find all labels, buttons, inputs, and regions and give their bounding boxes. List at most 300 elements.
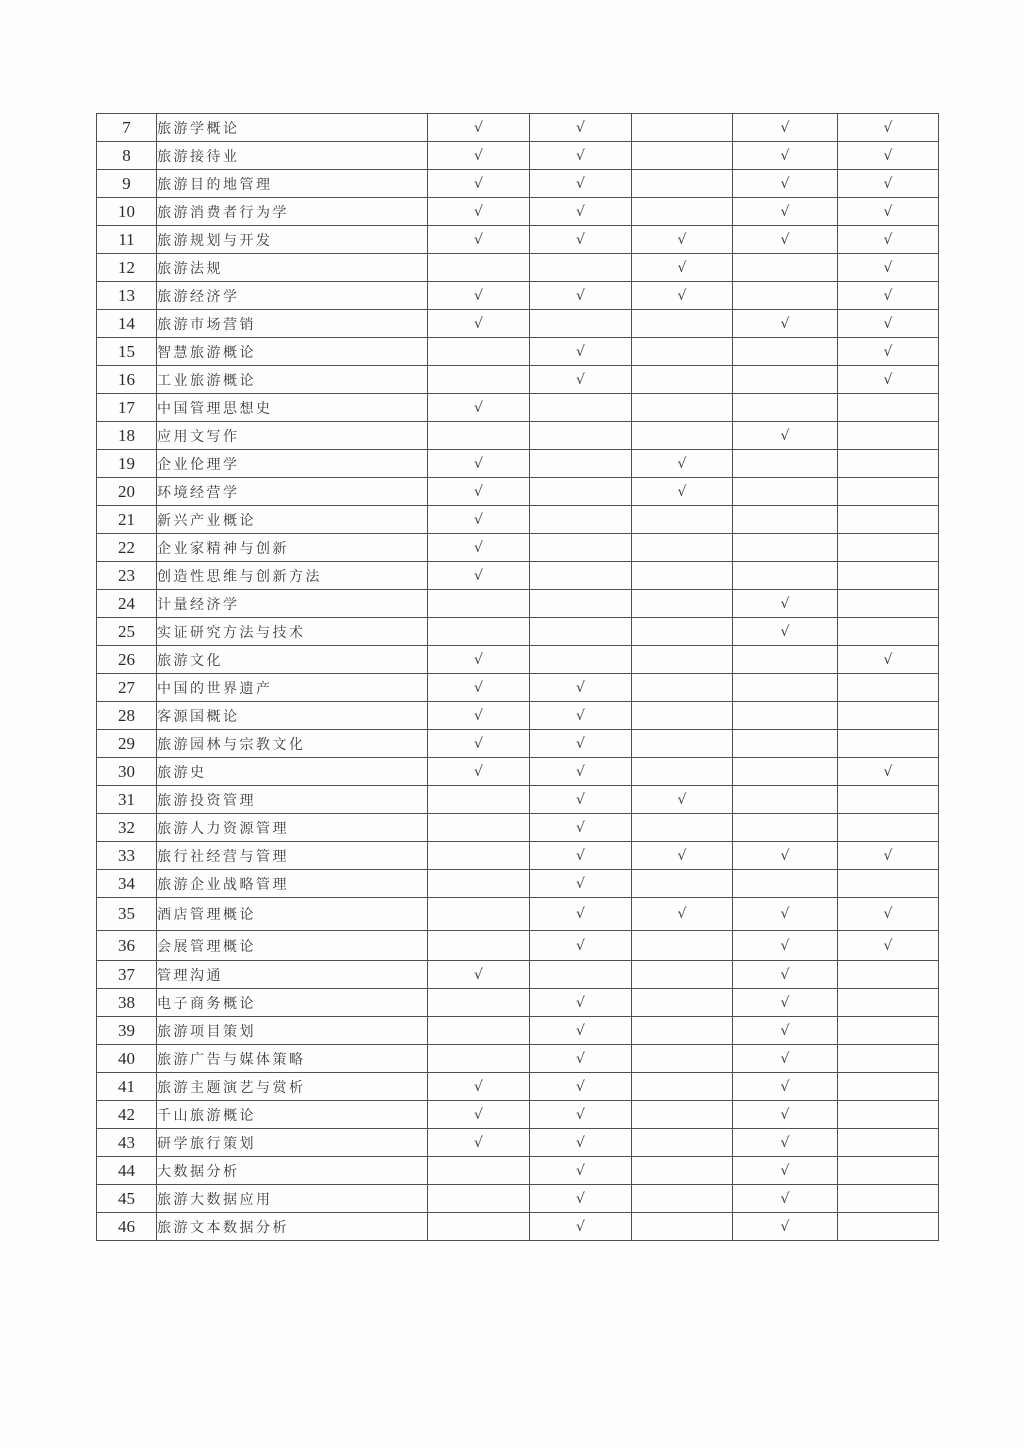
empty-check-cell [838, 534, 939, 562]
empty-check-cell [838, 590, 939, 618]
empty-check-cell [632, 730, 733, 758]
checkmark-cell: √ [530, 1213, 632, 1241]
empty-check-cell [428, 254, 530, 282]
empty-check-cell [428, 366, 530, 394]
row-number: 31 [97, 786, 157, 814]
course-name: 企业家精神与创新 [157, 534, 428, 562]
checkmark-cell: √ [428, 758, 530, 786]
table-row [97, 814, 939, 842]
checkmark-cell: √ [733, 1045, 838, 1073]
course-name: 旅游经济学 [157, 282, 428, 310]
checkmark-cell: √ [428, 702, 530, 730]
checkmark-cell: √ [838, 758, 939, 786]
empty-check-cell [838, 1073, 939, 1101]
empty-check-cell [838, 1213, 939, 1241]
empty-check-cell [632, 562, 733, 590]
checkmark-cell: √ [838, 898, 939, 931]
table-row [97, 534, 939, 562]
course-name: 旅游规划与开发 [157, 226, 428, 254]
table-row [97, 870, 939, 898]
checkmark-cell: √ [632, 478, 733, 506]
course-name: 电子商务概论 [157, 989, 428, 1017]
empty-check-cell [838, 702, 939, 730]
empty-check-cell [530, 254, 632, 282]
empty-check-cell [838, 989, 939, 1017]
empty-check-cell [428, 989, 530, 1017]
empty-check-cell [530, 394, 632, 422]
row-number: 37 [97, 961, 157, 989]
empty-check-cell [530, 646, 632, 674]
checkmark-cell: √ [428, 961, 530, 989]
checkmark-cell: √ [838, 366, 939, 394]
checkmark-cell: √ [733, 198, 838, 226]
checkmark-cell: √ [530, 1073, 632, 1101]
row-number: 10 [97, 198, 157, 226]
table-row [97, 310, 939, 338]
course-name: 旅游学概论 [157, 114, 428, 142]
course-name: 新兴产业概论 [157, 506, 428, 534]
table-row [97, 1157, 939, 1185]
table-row [97, 450, 939, 478]
row-number: 46 [97, 1213, 157, 1241]
checkmark-cell: √ [733, 931, 838, 961]
checkmark-cell: √ [530, 366, 632, 394]
empty-check-cell [733, 730, 838, 758]
checkmark-cell: √ [530, 758, 632, 786]
checkmark-cell: √ [733, 1157, 838, 1185]
checkmark-cell: √ [733, 842, 838, 870]
course-name: 中国的世界遗产 [157, 674, 428, 702]
course-name: 实证研究方法与技术 [157, 618, 428, 646]
row-number: 9 [97, 170, 157, 198]
row-number: 7 [97, 114, 157, 142]
row-number: 41 [97, 1073, 157, 1101]
empty-check-cell [733, 282, 838, 310]
empty-check-cell [428, 870, 530, 898]
table-row [97, 254, 939, 282]
empty-check-cell [733, 814, 838, 842]
checkmark-cell: √ [838, 338, 939, 366]
course-name: 旅游法规 [157, 254, 428, 282]
course-name: 旅游消费者行为学 [157, 198, 428, 226]
row-number: 28 [97, 702, 157, 730]
checkmark-cell: √ [530, 814, 632, 842]
course-name: 创造性思维与创新方法 [157, 562, 428, 590]
empty-check-cell [733, 506, 838, 534]
checkmark-cell: √ [530, 114, 632, 142]
checkmark-cell: √ [733, 142, 838, 170]
table-row [97, 1045, 939, 1073]
checkmark-cell: √ [428, 534, 530, 562]
course-name: 千山旅游概论 [157, 1101, 428, 1129]
empty-check-cell [632, 1185, 733, 1213]
empty-check-cell [632, 422, 733, 450]
row-number: 14 [97, 310, 157, 338]
course-name: 计量经济学 [157, 590, 428, 618]
table-row [97, 702, 939, 730]
row-number: 43 [97, 1129, 157, 1157]
checkmark-cell: √ [838, 310, 939, 338]
empty-check-cell [428, 590, 530, 618]
row-number: 19 [97, 450, 157, 478]
empty-check-cell [838, 1045, 939, 1073]
checkmark-cell: √ [530, 1157, 632, 1185]
empty-check-cell [428, 1045, 530, 1073]
empty-check-cell [428, 1157, 530, 1185]
row-number: 16 [97, 366, 157, 394]
checkmark-cell: √ [530, 1101, 632, 1129]
row-number: 40 [97, 1045, 157, 1073]
empty-check-cell [733, 534, 838, 562]
course-name: 管理沟通 [157, 961, 428, 989]
empty-check-cell [733, 562, 838, 590]
empty-check-cell [733, 394, 838, 422]
checkmark-cell: √ [428, 506, 530, 534]
empty-check-cell [838, 422, 939, 450]
checkmark-cell: √ [733, 1101, 838, 1129]
course-name: 旅游史 [157, 758, 428, 786]
row-number: 21 [97, 506, 157, 534]
course-name: 旅游园林与宗教文化 [157, 730, 428, 758]
empty-check-cell [838, 1129, 939, 1157]
empty-check-cell [632, 1129, 733, 1157]
row-number: 11 [97, 226, 157, 254]
checkmark-cell: √ [530, 170, 632, 198]
course-name: 旅游目的地管理 [157, 170, 428, 198]
checkmark-cell: √ [733, 1017, 838, 1045]
checkmark-cell: √ [838, 142, 939, 170]
empty-check-cell [838, 730, 939, 758]
empty-check-cell [632, 1213, 733, 1241]
checkmark-cell: √ [428, 1073, 530, 1101]
checkmark-cell: √ [428, 730, 530, 758]
empty-check-cell [530, 506, 632, 534]
checkmark-cell: √ [428, 674, 530, 702]
empty-check-cell [733, 786, 838, 814]
checkmark-cell: √ [530, 931, 632, 961]
empty-check-cell [632, 814, 733, 842]
empty-check-cell [632, 114, 733, 142]
checkmark-cell: √ [530, 1017, 632, 1045]
checkmark-cell: √ [733, 618, 838, 646]
empty-check-cell [632, 534, 733, 562]
row-number: 36 [97, 931, 157, 961]
empty-check-cell [838, 674, 939, 702]
empty-check-cell [530, 562, 632, 590]
row-number: 45 [97, 1185, 157, 1213]
empty-check-cell [530, 534, 632, 562]
empty-check-cell [632, 1017, 733, 1045]
empty-check-cell [632, 506, 733, 534]
checkmark-cell: √ [632, 842, 733, 870]
checkmark-cell: √ [733, 961, 838, 989]
checkmark-cell: √ [428, 198, 530, 226]
course-name: 客源国概论 [157, 702, 428, 730]
checkmark-cell: √ [632, 786, 733, 814]
checkmark-cell: √ [838, 114, 939, 142]
checkmark-cell: √ [632, 226, 733, 254]
checkmark-cell: √ [530, 282, 632, 310]
empty-check-cell [632, 394, 733, 422]
empty-check-cell [838, 961, 939, 989]
checkmark-cell: √ [838, 931, 939, 961]
empty-check-cell [632, 674, 733, 702]
checkmark-cell: √ [428, 142, 530, 170]
table-row [97, 282, 939, 310]
row-number: 8 [97, 142, 157, 170]
row-number: 30 [97, 758, 157, 786]
table-row [97, 1129, 939, 1157]
table-row [97, 422, 939, 450]
table-row [97, 1185, 939, 1213]
row-number: 12 [97, 254, 157, 282]
checkmark-cell: √ [428, 114, 530, 142]
course-name: 旅游文本数据分析 [157, 1213, 428, 1241]
course-name: 中国管理思想史 [157, 394, 428, 422]
checkmark-cell: √ [733, 1073, 838, 1101]
course-name: 研学旅行策划 [157, 1129, 428, 1157]
checkmark-cell: √ [428, 478, 530, 506]
row-number: 17 [97, 394, 157, 422]
course-name: 旅游文化 [157, 646, 428, 674]
checkmark-cell: √ [428, 226, 530, 254]
checkmark-cell: √ [428, 1101, 530, 1129]
empty-check-cell [838, 478, 939, 506]
table-row [97, 366, 939, 394]
checkmark-cell: √ [733, 226, 838, 254]
empty-check-cell [838, 618, 939, 646]
checkmark-cell: √ [632, 450, 733, 478]
table-row [97, 170, 939, 198]
row-number: 35 [97, 898, 157, 931]
empty-check-cell [632, 646, 733, 674]
checkmark-cell: √ [530, 898, 632, 931]
empty-check-cell [632, 961, 733, 989]
checkmark-cell: √ [428, 562, 530, 590]
checkmark-cell: √ [733, 1129, 838, 1157]
checkmark-cell: √ [530, 1045, 632, 1073]
empty-check-cell [428, 842, 530, 870]
row-number: 42 [97, 1101, 157, 1129]
empty-check-cell [838, 1101, 939, 1129]
row-number: 33 [97, 842, 157, 870]
table-row [97, 618, 939, 646]
table-row [97, 338, 939, 366]
empty-check-cell [632, 338, 733, 366]
empty-check-cell [428, 814, 530, 842]
table-row [97, 478, 939, 506]
table-row [97, 730, 939, 758]
course-name: 酒店管理概论 [157, 898, 428, 931]
checkmark-cell: √ [733, 310, 838, 338]
checkmark-cell: √ [632, 282, 733, 310]
row-number: 20 [97, 478, 157, 506]
empty-check-cell [428, 931, 530, 961]
checkmark-cell: √ [530, 226, 632, 254]
empty-check-cell [733, 478, 838, 506]
empty-check-cell [838, 394, 939, 422]
checkmark-cell: √ [530, 989, 632, 1017]
table-row [97, 198, 939, 226]
empty-check-cell [733, 870, 838, 898]
empty-check-cell [632, 590, 733, 618]
checkmark-cell: √ [530, 198, 632, 226]
empty-check-cell [530, 618, 632, 646]
course-name: 大数据分析 [157, 1157, 428, 1185]
checkmark-cell: √ [530, 842, 632, 870]
empty-check-cell [632, 142, 733, 170]
course-name: 环境经营学 [157, 478, 428, 506]
empty-check-cell [733, 674, 838, 702]
empty-check-cell [632, 170, 733, 198]
course-name: 旅行社经营与管理 [157, 842, 428, 870]
empty-check-cell [838, 1157, 939, 1185]
checkmark-cell: √ [530, 1185, 632, 1213]
checkmark-cell: √ [838, 226, 939, 254]
table-row [97, 674, 939, 702]
table-row [97, 142, 939, 170]
checkmark-cell: √ [733, 1185, 838, 1213]
empty-check-cell [733, 702, 838, 730]
empty-check-cell [428, 898, 530, 931]
empty-check-cell [733, 646, 838, 674]
checkmark-cell: √ [632, 254, 733, 282]
table-row [97, 562, 939, 590]
checkmark-cell: √ [733, 989, 838, 1017]
checkmark-cell: √ [838, 170, 939, 198]
empty-check-cell [632, 989, 733, 1017]
empty-check-cell [632, 1073, 733, 1101]
checkmark-cell: √ [733, 114, 838, 142]
row-number: 25 [97, 618, 157, 646]
table-row [97, 114, 939, 142]
empty-check-cell [428, 786, 530, 814]
checkmark-cell: √ [733, 590, 838, 618]
checkmark-cell: √ [838, 646, 939, 674]
empty-check-cell [733, 758, 838, 786]
empty-check-cell [838, 1185, 939, 1213]
course-name: 工业旅游概论 [157, 366, 428, 394]
row-number: 29 [97, 730, 157, 758]
course-table [96, 113, 939, 1241]
empty-check-cell [632, 366, 733, 394]
checkmark-cell: √ [733, 1213, 838, 1241]
checkmark-cell: √ [838, 198, 939, 226]
checkmark-cell: √ [838, 282, 939, 310]
row-number: 22 [97, 534, 157, 562]
empty-check-cell [632, 310, 733, 338]
empty-check-cell [632, 1045, 733, 1073]
empty-check-cell [428, 422, 530, 450]
row-number: 18 [97, 422, 157, 450]
empty-check-cell [838, 506, 939, 534]
table-row [97, 786, 939, 814]
row-number: 13 [97, 282, 157, 310]
course-name: 旅游企业战略管理 [157, 870, 428, 898]
table-row [97, 989, 939, 1017]
checkmark-cell: √ [632, 898, 733, 931]
empty-check-cell [530, 310, 632, 338]
row-number: 34 [97, 870, 157, 898]
empty-check-cell [428, 1185, 530, 1213]
checkmark-cell: √ [530, 142, 632, 170]
row-number: 23 [97, 562, 157, 590]
table-row [97, 1017, 939, 1045]
empty-check-cell [838, 786, 939, 814]
course-name: 应用文写作 [157, 422, 428, 450]
table-row [97, 646, 939, 674]
empty-check-cell [838, 814, 939, 842]
row-number: 39 [97, 1017, 157, 1045]
checkmark-cell: √ [530, 702, 632, 730]
course-name: 企业伦理学 [157, 450, 428, 478]
table-row [97, 961, 939, 989]
empty-check-cell [838, 562, 939, 590]
empty-check-cell [733, 450, 838, 478]
checkmark-cell: √ [530, 338, 632, 366]
empty-check-cell [632, 870, 733, 898]
empty-check-cell [530, 478, 632, 506]
checkmark-cell: √ [428, 1129, 530, 1157]
row-number: 24 [97, 590, 157, 618]
checkmark-cell: √ [838, 254, 939, 282]
table-row [97, 898, 939, 931]
checkmark-cell: √ [428, 282, 530, 310]
course-name: 旅游大数据应用 [157, 1185, 428, 1213]
table-row [97, 842, 939, 870]
empty-check-cell [733, 338, 838, 366]
empty-check-cell [428, 1213, 530, 1241]
empty-check-cell [428, 1017, 530, 1045]
row-number: 27 [97, 674, 157, 702]
table-row [97, 394, 939, 422]
table-row [97, 1101, 939, 1129]
checkmark-cell: √ [733, 170, 838, 198]
table-row [97, 931, 939, 961]
checkmark-cell: √ [428, 170, 530, 198]
table-row [97, 506, 939, 534]
checkmark-cell: √ [428, 310, 530, 338]
empty-check-cell [428, 618, 530, 646]
course-name: 智慧旅游概论 [157, 338, 428, 366]
row-number: 32 [97, 814, 157, 842]
empty-check-cell [632, 1157, 733, 1185]
course-name: 旅游主题演艺与赏析 [157, 1073, 428, 1101]
empty-check-cell [530, 422, 632, 450]
empty-check-cell [530, 450, 632, 478]
empty-check-cell [733, 366, 838, 394]
course-name: 旅游项目策划 [157, 1017, 428, 1045]
course-name: 旅游广告与媒体策略 [157, 1045, 428, 1073]
course-name: 旅游人力资源管理 [157, 814, 428, 842]
checkmark-cell: √ [530, 730, 632, 758]
course-name: 旅游投资管理 [157, 786, 428, 814]
table-row [97, 1213, 939, 1241]
course-name: 会展管理概论 [157, 931, 428, 961]
table-row [97, 226, 939, 254]
checkmark-cell: √ [530, 786, 632, 814]
checkmark-cell: √ [530, 870, 632, 898]
checkmark-cell: √ [428, 646, 530, 674]
table-row [97, 1073, 939, 1101]
row-number: 15 [97, 338, 157, 366]
empty-check-cell [733, 254, 838, 282]
empty-check-cell [632, 758, 733, 786]
course-name: 旅游接待业 [157, 142, 428, 170]
empty-check-cell [632, 1101, 733, 1129]
empty-check-cell [838, 870, 939, 898]
row-number: 26 [97, 646, 157, 674]
